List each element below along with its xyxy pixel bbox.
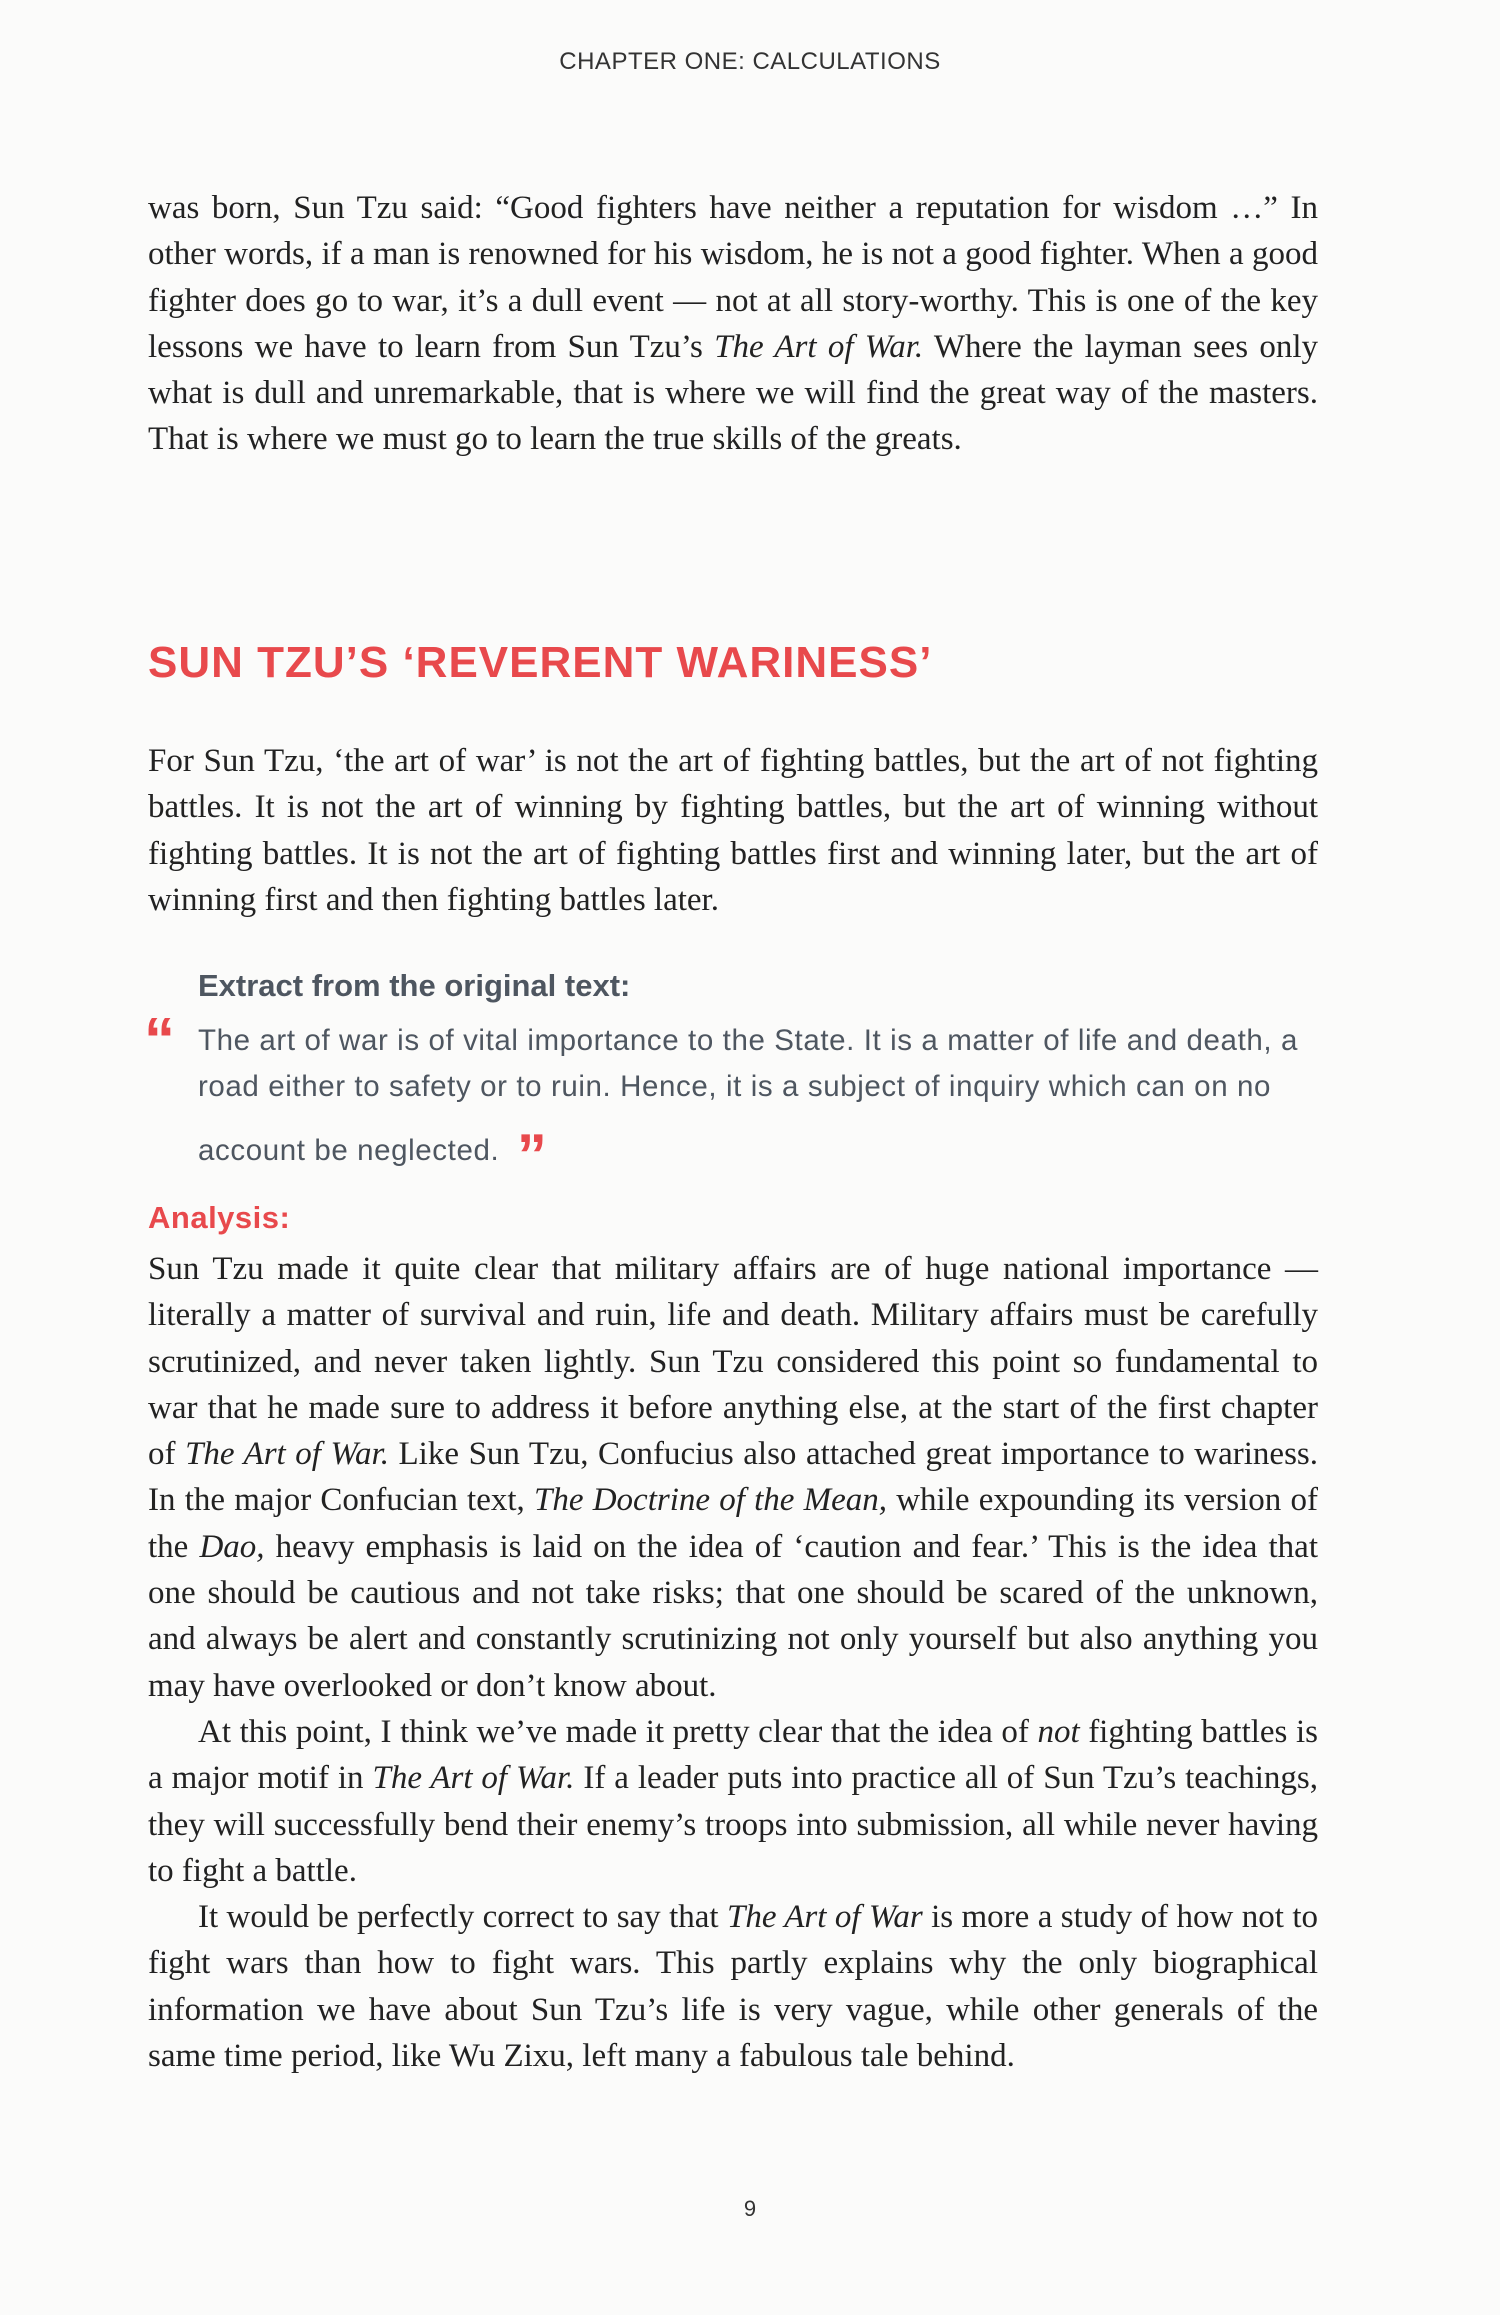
section-intro-block: [148, 738, 1318, 923]
close-quote-mark: ”: [516, 1122, 548, 1189]
analysis-block: [148, 1246, 1318, 2079]
analysis-paragraph-1: Sun Tzu made it quite clear that military affairs are of huge national importance — literally a matter of survival and ruin, life and death. Military affairs must be carefully scrutinized, and never taken lightly. Sun Tzu considered this point so fundamental to war that he made sure to address it before anything else, at the start of the first chapter of The Art of War. Like Sun Tzu, Confucius also attached great importance to wariness. In the major Confucian text, The Doctrine of the Mean, while expounding its version of the Dao, heavy emphasis is laid on the idea of ‘caution and fear.’ This is the idea that one should be cautious and not take risks; that one should be scared of the unknown, and always be alert and constantly scrutinizing not only yourself but also anything you may have overlooked or don’t know about.: [148, 1251, 1318, 1704]
extract-title: Extract from the original text:: [198, 968, 631, 1003]
analysis-paragraph-2: At this point, I think we’ve made it pretty clear that the idea of not fighting battles is a major motif in The Art of War. If a leader puts into practice all of Sun Tzu’s teachings, they will successfully bend their enemy’s troops into submission, all while never having to fight a battle.: [148, 1713, 1319, 1889]
running-header: CHAPTER ONE: CALCULATIONS: [559, 48, 941, 75]
analysis-title: Analysis:: [148, 1200, 291, 1235]
analysis-paragraph-3: It would be perfectly correct to say that The Art of War is more a study of how not to fight wars than how to fight wars. This partly explains why the only biographical information we have about Sun Tzu’s life is very vague, while other generals of the same time period, like Wu Zixu, left many a fabulous tale behind.: [148, 1899, 1318, 2075]
section-paragraph: For Sun Tzu, ‘the art of war’ is not the art of fighting battles, but the art of not fighting battles. It is not the art of winning by fighting battles, but the art of winning without fighting battles. It is not the art of fighting battles first and winning later, but the art of winning first and then fighting battles later.: [148, 743, 1318, 918]
intro-paragraph: was born, Sun Tzu said: “Good fighters have neither a reputation for wisdom …” In other words, if a man is renowned for his wisdom, he is not a good fighter. When a good fighter does go to war, it’s a dull event — not at all story-worthy. This is one of the key lessons we have to learn from Sun Tzu’s The Art of War. Where the layman sees only what is dull and unremarkable, that is where we will find the great way of the masters. That is where we must go to learn the true skills of the greats.: [148, 190, 1318, 458]
section-heading: SUN TZU’S ‘REVERENT WARINESS’: [148, 638, 933, 687]
open-quote-mark: “: [144, 1006, 175, 1075]
intro-block: [148, 185, 1318, 463]
page-number: 9: [743, 2196, 757, 2221]
extract-quote: The art of war is of vital importance to the State. It is a matter of life and death, a road either to safety or to ruin. Hence, it is a subject of inquiry which can on no account be neglected. ”: [198, 1024, 1298, 1189]
